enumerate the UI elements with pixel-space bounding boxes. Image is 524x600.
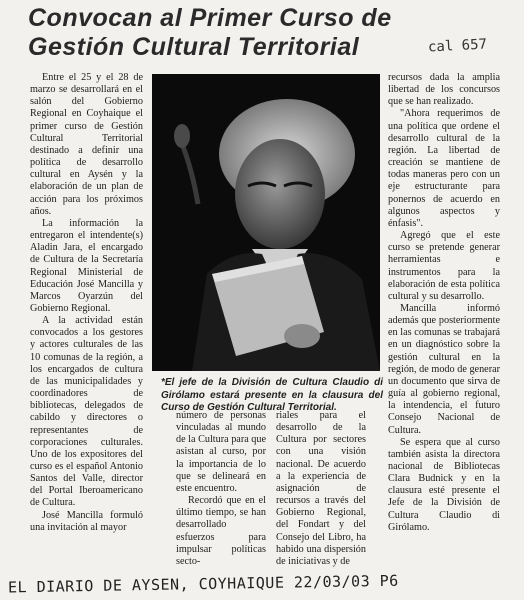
handwritten-note: cal 657 [427, 36, 488, 56]
article-column-1 [30, 72, 143, 534]
photo-caption: *El jefe de la División de Cultura Claudio di Girólamo estará presente en la clausura del Curso de Gestión Cultural Territorial. [161, 377, 383, 413]
article-paragraph: La información la entregaron el intendente(s) Aladin Jara, el encargado de Cultura de la Secretaría Regional Ministerial de Educación José Mancilla y Marcos Oyarzún del Gobierno Regional. [30, 217, 143, 314]
article-paragraph: Entre el 25 y el 28 de marzo se desarrollará en el salón del Gobierno Regional en Coyhaique el primer curso de Gestión Cultural Territorial destinado a definir una política de desarrollo cultural en Aysén y la elaboración de un plan de acción para los próximos años. [30, 72, 143, 217]
article-paragraph: A la actividad están convocados a los gestores y actores culturales de las 10 comunas de la región, a los encargados de cultura de las municipalidades y coordinadores de bibliotecas, delegados de cabildo y directores o representantes de corporaciones culturales. Uno de los expositores del curso es el español Antonio Santos del Valle, director del Portal Iberoamericano de Cultura. [30, 315, 143, 509]
headline-line-2: Gestión Cultural Territorial [28, 33, 360, 61]
article-paragraph: "Ahora requerimos de una política que ordene el desarrollo cultural de la región. La libertad de creación se mantiene de todas maneras pero con un eje estructurante para ponernos de acuerdo en algunos aspectos y énfasis". [388, 108, 500, 229]
article-column-4 [388, 72, 500, 534]
article-column-3 [276, 410, 366, 568]
article-paragraph: recursos dada la amplia libertad de los concursos que se han realizado. [388, 72, 500, 108]
handwritten-source-note: EL DIARIO DE AYSEN, COYHAIQUE 22/03/03 P6 [7, 571, 399, 597]
article-paragraph: número de personas vinculadas al mundo de la Cultura para que asistan al curso, por la importancia de lo que se delineará en este encuentro. [176, 410, 266, 494]
article-paragraph: José Mancilla formuló una invitación al mayor [30, 509, 143, 533]
article-paragraph: Se espera que al curso también asista la directora nacional de Bibliotecas Clara Budnick y en la clausura esté presente el Jefe de la División de Cultura Claudio di Girólamo. [388, 436, 500, 533]
article-column-2 [176, 410, 266, 568]
article-paragraph: Mancilla informó además que posteriormente en las comunas se trabajará en un diagnóstico sobre la gestión cultural en la región, de modo de generar un documento que sirva de guía al gobierno regional, la intendencia, el futuro Consejo Nacional de Cultura. [388, 302, 500, 436]
photo-claudio-di-girolamo [152, 74, 380, 371]
headline-line-1: Convocan al Primer Curso de [28, 4, 392, 32]
article-paragraph: Agregó que el este curso se pretende generar herramientas e instrumentos para la elaboración de esta política cultural y su desarrollo. [388, 230, 500, 302]
article-paragraph: Recordó que en el último tiempo, se han desarrollado esfuerzos para impulsar políticas secto- [176, 495, 266, 567]
photo-illustration [152, 74, 380, 371]
article-paragraph: riales para el desarrollo de la Cultura por sectores con una visión nacional. De acuerdo a la experiencia de asignación de recursos a través del Gobierno Regional, del Fondart y del Consejo del Libro, ha habido una dispersión de iniciativas y de [276, 410, 366, 567]
